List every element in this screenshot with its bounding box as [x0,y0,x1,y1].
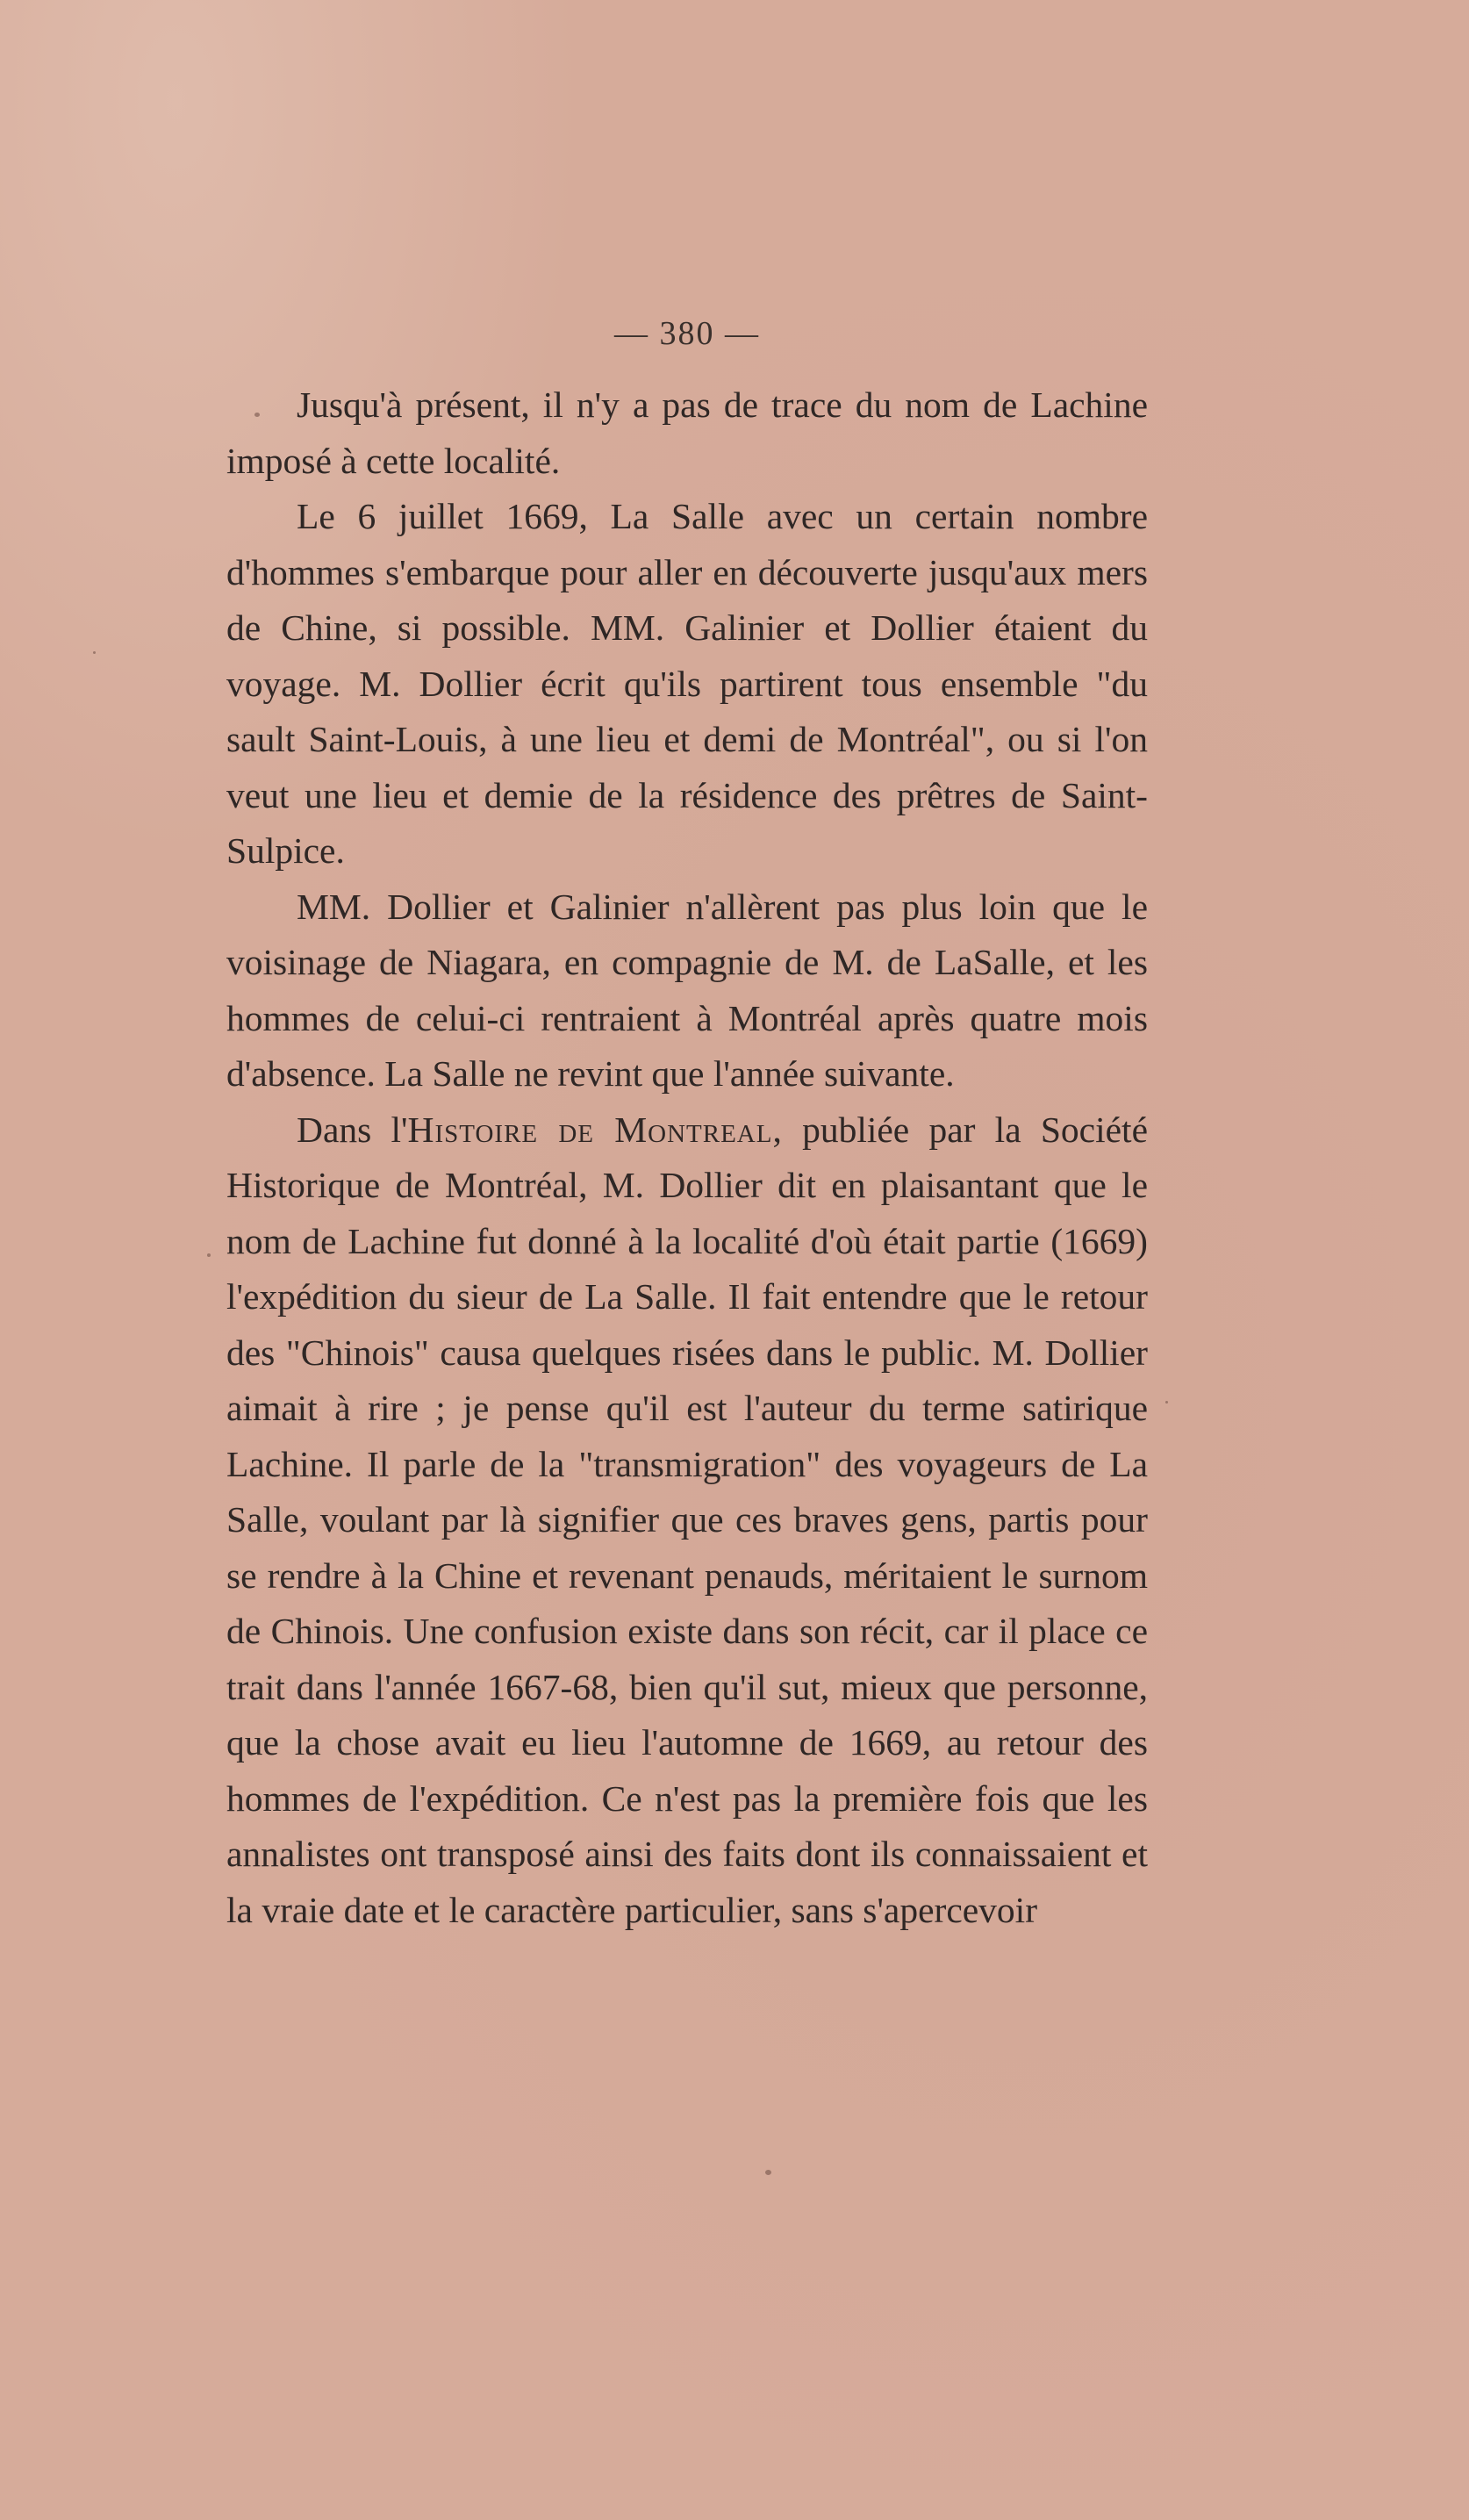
body-text [226,377,1148,1938]
book-title: Histoire de Montreal, [407,1109,783,1150]
paragraph-1: Jusqu'à présent, il n'y a pas de trace du nom de Lachine imposé à cette localité. [226,384,1148,481]
page-number: — 380 — [614,315,760,352]
paragraph-4-body: publiée par la Société Historique de Montréal, M. Dollier dit en plaisantant que le nom de Lachine fut donné à la localité d'où était partie (1669) l'expédition du sieur de La Salle. Il fait entendre que le retour des "Chinois" causa quelques risées dans le public. M. Dollier aimait à rire ; je pense qu'il est l'auteur du terme satirique Lachine. Il parle de la "transmigration" des voyageurs de La Salle, voulant par là signifier que ces braves gens, partis pour se rendre à la Chine et revenant penauds, méritaient le surnom de Chinois. Une confusion existe dans son récit, car il place ce trait dans l'année 1667-68, bien qu'il sut, mieux que personne, que la chose avait eu lieu l'automne de 1669, au retour des hommes de l'expédition. Ce n'est pas la première fois que les annalistes ont transposé ainsi des faits dont ils connaissaient et la vraie date et le caractère particulier, sans s'apercevoir [226,1109,1148,1930]
paragraph-4 [226,1102,1148,1939]
paragraph-4-lead: Dans l' [297,1109,408,1150]
paper-speck [1165,1401,1168,1404]
paper-speck [765,2170,771,2175]
paper-speck [207,1253,211,1257]
paper-speck [254,413,260,417]
paper-speck [93,651,96,654]
paragraph-3: MM. Dollier et Galinier n'allèrent pas plus loin que le voisinage de Niagara, en compagnie de M. de LaSalle, et les hommes de celui-ci rentraient à Montréal après quatre mois d'absence. La Salle ne revint que l'année suivante. [226,886,1148,1094]
paragraph-2: Le 6 juillet 1669, La Salle avec un certain nombre d'hommes s'embarque pour aller en découverte jusqu'aux mers de Chine, si possible. MM. Galinier et Dollier étaient du voyage. M. Dollier écrit qu'ils partirent tous ensemble "du sault Saint-Louis, à une lieu et demi de Montréal", ou si l'on veut une lieu et demie de la résidence des prêtres de Saint-Sulpice. [226,496,1148,871]
